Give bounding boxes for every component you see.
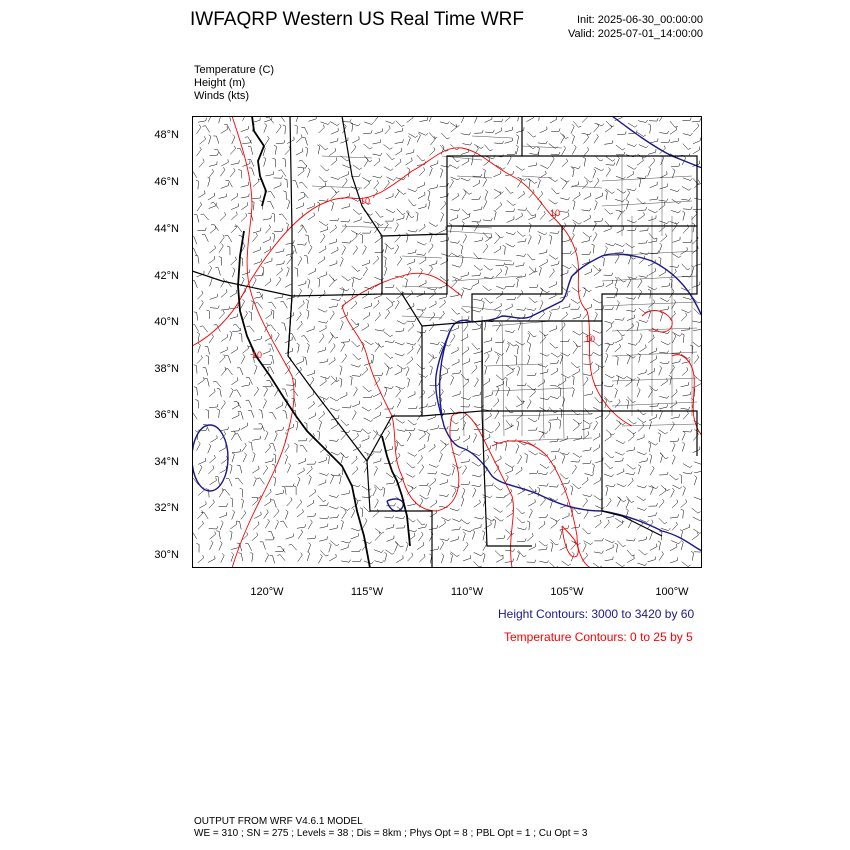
field-winds: Winds (kts) [194,90,249,102]
field-height: Height (m) [194,77,246,89]
lat-label-36: 36°N [154,409,179,421]
field-list [194,64,274,103]
lat-label-34: 34°N [154,456,179,468]
temp-label-3: 10 [585,334,596,344]
lon-label-100: 100°W [655,586,689,598]
lon-label-110: 110°W [450,586,484,598]
lat-label-32: 32°N [154,502,179,514]
lon-label-105: 105°W [550,586,584,598]
init-time: Init: 2025-06-30_00:00:00 [577,14,703,26]
lat-label-48: 48°N [154,129,179,141]
temp-label-2: 10 [550,208,561,218]
model-version: OUTPUT FROM WRF V4.6.1 MODEL [194,816,363,827]
temp-label-4: 10 [252,350,263,360]
lat-label-38: 38°N [154,363,179,375]
lon-label-120: 120°W [250,586,284,598]
run-times [568,13,703,41]
model-config: WE = 310 ; SN = 275 ; Levels = 38 ; Dis = 8km ; Phys Opt = 8 ; PBL Opt = 1 ; Cu Opt = 3 [194,828,588,839]
field-temperature: Temperature (C) [194,64,275,76]
lat-label-42: 42°N [154,270,179,282]
height-contour-legend: Height Contours: 3000 to 3420 by 60 [498,607,695,621]
lat-label-40: 40°N [154,316,179,328]
model-footer [194,816,587,840]
lon-label-115: 115°W [350,586,384,598]
lat-label-30: 30°N [154,549,179,561]
temp-label-1: 10 [360,196,371,206]
lat-label-46: 46°N [154,176,179,188]
map-title: IWFAQRP Western US Real Time WRF [190,9,524,30]
weather-map [192,116,702,568]
valid-time: Valid: 2025-07-01_14:00:00 [568,28,703,40]
lat-label-44: 44°N [154,223,179,235]
temperature-contour-legend: Temperature Contours: 0 to 25 by 5 [504,630,693,644]
